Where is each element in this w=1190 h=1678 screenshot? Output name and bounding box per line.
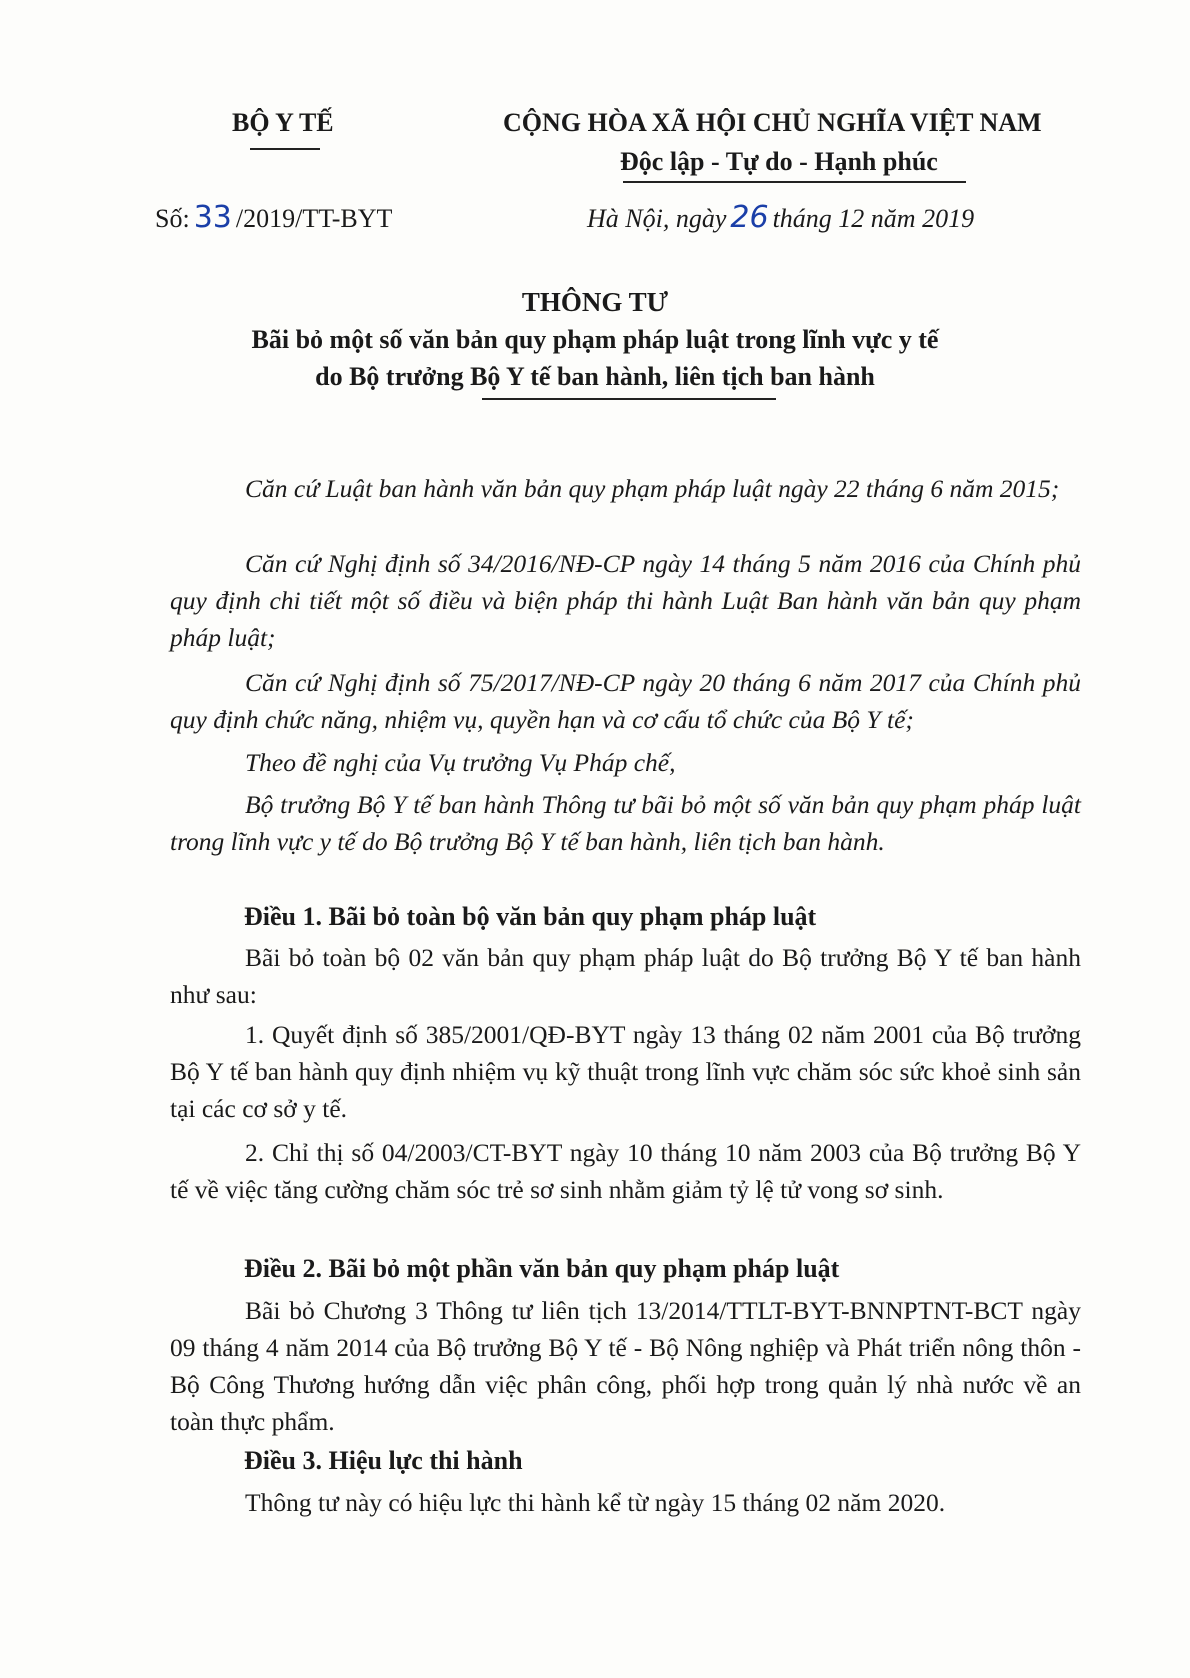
date-suffix: tháng 12 năm 2019 (772, 204, 975, 233)
document-number (155, 200, 392, 235)
article-2-title: Điều 2. Bãi bỏ một phần văn bản quy phạm pháp luật (244, 1254, 840, 1283)
preamble-minister: Bộ trưởng Bộ Y tế ban hành Thông tư bãi bỏ một số văn bản quy phạm pháp luật trong lĩnh vực y tế do Bộ trưởng Bộ Y tế ban hành, liên tịch ban hành. (170, 790, 1081, 856)
national-motto: Độc lập - Tự do - Hạnh phúc (620, 147, 938, 176)
subject-line-2: do Bộ trưởng Bộ Y tế ban hành, liên tịch ban hành (315, 362, 875, 391)
number-prefix: Số: (155, 204, 190, 233)
issue-date (587, 200, 974, 235)
article-3-title: Điều 3. Hiệu lực thi hành (244, 1446, 523, 1475)
preamble-law: Căn cứ Luật ban hành văn bản quy phạm pháp luật ngày 22 tháng 6 năm 2015; (245, 474, 1060, 503)
article-1-item-1: 1. Quyết định số 385/2001/QĐ-BYT ngày 13 tháng 02 năm 2001 của Bộ trưởng Bộ Y tế ban hành quy định nhiệm vụ kỹ thuật trong lĩnh vực chăm sóc sức khoẻ sinh sản tại các cơ sở y tế. (170, 1020, 1081, 1123)
article-2-text: Bãi bỏ Chương 3 Thông tư liên tịch 13/2014/TTLT-BYT-BNNPTNT-BCT ngày 09 tháng 4 năm 2014 của Bộ trưởng Bộ Y tế - Bộ Nông nghiệp và Phát triển nông thôn - Bộ Công Thương hướng dẫn việc phân công, phối hợp trong quản lý nhà nước về an toàn thực phẩm. (170, 1296, 1081, 1436)
preamble-decree-34: Căn cứ Nghị định số 34/2016/NĐ-CP ngày 14 tháng 5 năm 2016 của Chính phủ quy định chi tiết một số điều và biện pháp thi hành Luật Ban hành văn bản quy phạm pháp luật; (170, 549, 1081, 652)
number-suffix: /2019/TT-BYT (235, 204, 393, 233)
article-1-item-2: 2. Chỉ thị số 04/2003/CT-BYT ngày 10 tháng 10 năm 2003 của Bộ trưởng Bộ Y tế về việc tăng cường chăm sóc trẻ sơ sinh nhằm giảm tỷ lệ tử vong sơ sinh. (170, 1138, 1081, 1204)
date-prefix: Hà Nội, ngày (587, 204, 727, 233)
subject-underline (482, 398, 776, 400)
article-3-text: Thông tư này có hiệu lực thi hành kể từ ngày 15 tháng 02 năm 2020. (245, 1488, 946, 1517)
preamble-decree-75: Căn cứ Nghị định số 75/2017/NĐ-CP ngày 20 tháng 6 năm 2017 của Chính phủ quy định chức năng, nhiệm vụ, quyền hạn và cơ cấu tổ chức của Bộ Y tế; (170, 668, 1081, 734)
subject-line-1: Bãi bỏ một số văn bản quy phạm pháp luật trong lĩnh vực y tế (251, 325, 939, 354)
ministry-name: BỘ Y TẾ (232, 108, 334, 137)
article-1-title: Điều 1. Bãi bỏ toàn bộ văn bản quy phạm pháp luật (244, 902, 817, 931)
number-handwritten: 33 (193, 200, 232, 235)
article-1-intro: Bãi bỏ toàn bộ 02 văn bản quy phạm pháp luật do Bộ trưởng Bộ Y tế ban hành như sau: (170, 943, 1081, 1009)
motto-underline (623, 181, 966, 183)
document-type: THÔNG TƯ (521, 287, 669, 317)
preamble-proposal: Theo đề nghị của Vụ trưởng Vụ Pháp chế, (245, 748, 676, 777)
country-name: CỘNG HÒA XÃ HỘI CHỦ NGHĨA VIỆT NAM (503, 108, 1042, 137)
ministry-underline (250, 148, 320, 150)
date-day-handwritten: 26 (730, 200, 769, 235)
